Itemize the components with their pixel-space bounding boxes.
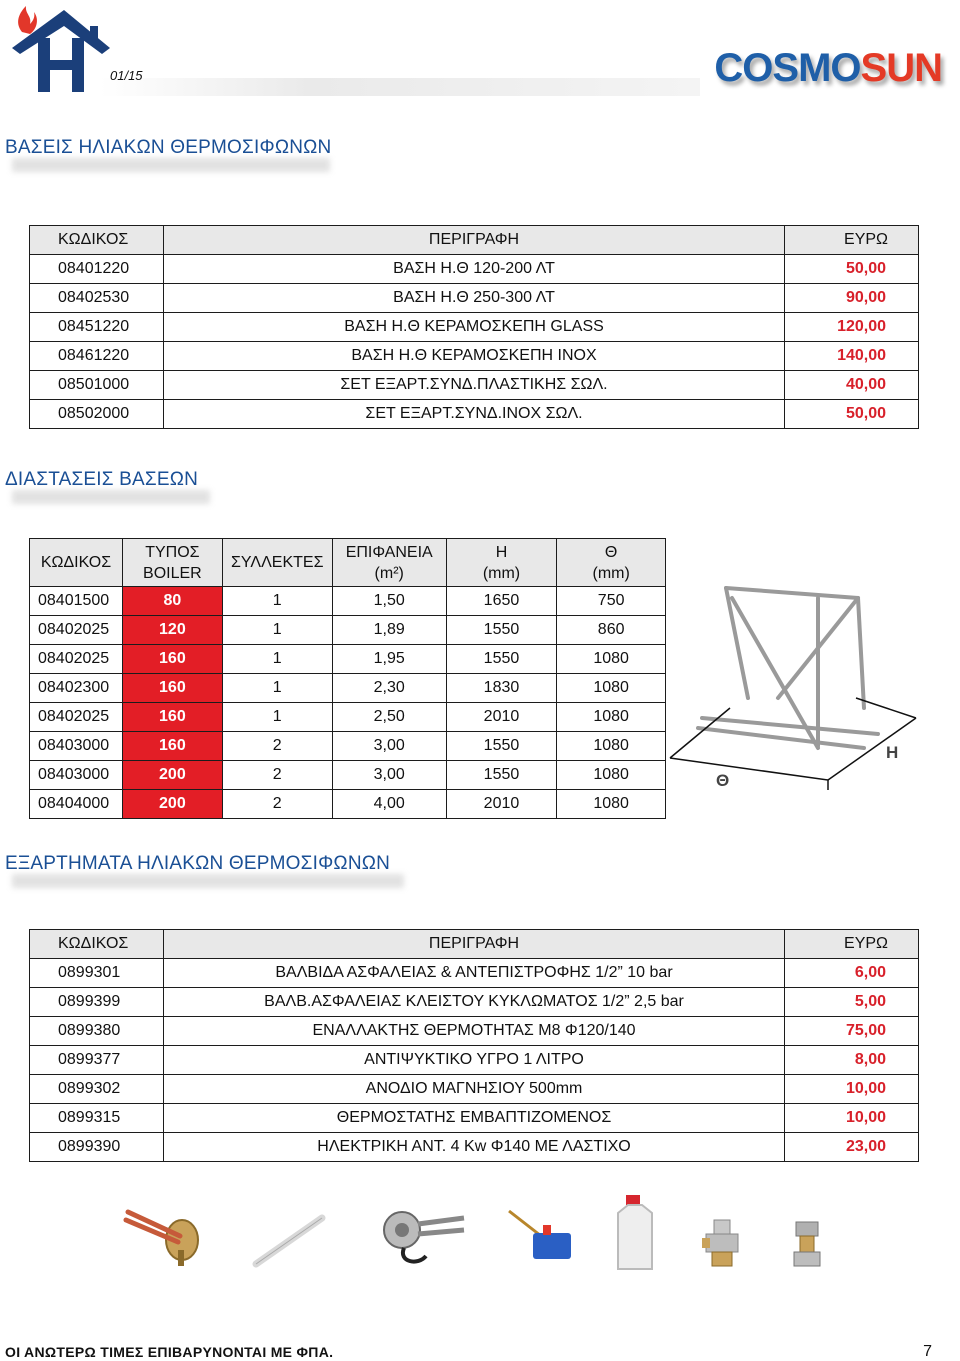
table-row [30,1075,919,1104]
product-price: 6,00 [785,959,919,988]
product-description: ΒΑΛΒΙΔΑ ΑΣΦΑΛΕΙΑΣ & ΑΝΤΕΠΙΣΤΡΟΦΗΣ 1/2” 10 bar [163,959,784,988]
product-code: 0899302 [30,1075,164,1104]
product-code: 0899301 [30,959,164,988]
product-price: 10,00 [785,1104,919,1133]
column-header-area: ΕΠΙΦΑΝΕΙΑ (m²) [332,539,446,587]
page-code: 01/15 [110,68,143,83]
brand-logo: COSMOSUN [714,46,942,90]
column-header-code: ΚΩΔΙΚΟΣ [30,226,164,255]
product-code: 08502000 [30,400,164,429]
surface-area: 1,95 [332,645,446,674]
page-number: 7 [923,1343,932,1360]
section-title-bases: ΒΑΣΕΙΣ ΗΛΙΑΚΩΝ ΘΕΡΜΟΣΙΦΩΝΩΝ [5,137,332,158]
magnesium-anode-image [250,1210,330,1270]
depth-mm: 1080 [557,761,666,790]
base-code: 08403000 [30,761,123,790]
column-header-boiler-type: ΤΥΠΟΣ BOILER [122,539,222,587]
table-row [30,255,919,284]
base-code: 08402300 [30,674,123,703]
product-price: 90,00 [785,284,919,313]
vat-footer-note: ΟΙ ΑΝΩΤΕΡΩ ΤΙΜΕΣ ΕΠΙΒΑΡΥΝΟΝΤΑΙ ΜΕ ΦΠΑ. [5,1344,334,1360]
column-header-price: ΕΥΡΩ [785,930,919,959]
product-description: ΗΛΕΚΤΡΙΚΗ ΑΝΤ. 4 Kw Φ140 ΜΕ ΛΑΣΤΙΧΟ [163,1133,784,1162]
product-description: ΕΝΑΛΛΑΚΤΗΣ ΘΕΡΜΟΤΗΤΑΣ Μ8 Φ120/140 [163,1017,784,1046]
height-mm: 1550 [446,761,557,790]
table-header-row [30,539,666,587]
product-code: 08501000 [30,371,164,400]
column-header-collectors: ΣΥΛΛΕΚΤΕΣ [222,539,332,587]
table-row [30,284,919,313]
closed-circuit-valve-image [790,1220,824,1268]
column-header-code: ΚΩΔΙΚΟΣ [30,539,123,587]
collectors-count: 1 [222,703,332,732]
product-price: 50,00 [785,255,919,284]
surface-area: 1,50 [332,587,446,616]
boiler-type: 200 [122,790,222,819]
table-row [30,1017,919,1046]
product-code: 08461220 [30,342,164,371]
electric-heater-element-image [120,1200,210,1270]
product-price: 50,00 [785,400,919,429]
table-row [30,1133,919,1162]
collectors-count: 2 [222,761,332,790]
base-code: 08402025 [30,616,123,645]
depth-mm: 1080 [557,732,666,761]
product-price: 23,00 [785,1133,919,1162]
boiler-type: 160 [122,703,222,732]
table-row [30,587,666,616]
depth-mm: 860 [557,616,666,645]
product-price: 40,00 [785,371,919,400]
house-logo-icon [8,2,112,94]
boiler-type: 160 [122,645,222,674]
surface-area: 1,89 [332,616,446,645]
product-code: 0899390 [30,1133,164,1162]
table-row [30,371,919,400]
column-header-description: ΠΕΡΙΓΡΑΦΗ [163,226,784,255]
product-code: 0899315 [30,1104,164,1133]
product-code: 0899377 [30,1046,164,1075]
product-description: ΑΝΤΙΨΥΚΤΙΚΟ ΥΓΡΟ 1 ΛΙΤΡΟ [163,1046,784,1075]
table-header-row [30,226,919,255]
depth-mm: 1080 [557,645,666,674]
height-mm: 1550 [446,732,557,761]
table-row [30,1104,919,1133]
product-price: 10,00 [785,1075,919,1104]
product-price: 120,00 [785,313,919,342]
collectors-count: 1 [222,645,332,674]
collectors-count: 1 [222,674,332,703]
theta-label: Θ [716,771,730,790]
boiler-type: 160 [122,732,222,761]
height-mm: 1550 [446,616,557,645]
product-description: ΒΑΛΒ.ΑΣΦΑΛΕΙΑΣ ΚΛΕΙΣΤΟΥ ΚΥΚΛΩΜΑΤΟΣ 1/2” 2,5 bar [163,988,784,1017]
depth-mm: 1080 [557,674,666,703]
product-description: ΣΕΤ ΕΞΑΡΤ.ΣΥΝΔ.INOX ΣΩΛ. [163,400,784,429]
product-description: ΘΕΡΜΟΣΤΑΤΗΣ ΕΜΒΑΠΤΙΖΟΜΕΝΟΣ [163,1104,784,1133]
product-description: ΒΑΣΗ Η.Θ 250-300 ΛΤ [163,284,784,313]
product-code: 08402530 [30,284,164,313]
product-code: 08401220 [30,255,164,284]
column-header-height: Η (mm) [446,539,557,587]
height-mm: 1650 [446,587,557,616]
boiler-type: 80 [122,587,222,616]
table-row [30,959,919,988]
height-mm: 2010 [446,703,557,732]
collectors-count: 2 [222,790,332,819]
product-code: 08451220 [30,313,164,342]
table-row [30,674,666,703]
antifreeze-bottle-image [610,1195,660,1273]
depth-mm: 1080 [557,790,666,819]
table-row [30,342,919,371]
product-price: 140,00 [785,342,919,371]
heat-exchanger-image [378,1200,468,1270]
base-code: 08401500 [30,587,123,616]
bases-price-table [29,225,919,429]
product-price: 8,00 [785,1046,919,1075]
table-row [30,703,666,732]
product-code: 0899380 [30,1017,164,1046]
section-title-shadow [12,158,330,172]
table-row [30,645,666,674]
height-mm: 2010 [446,790,557,819]
base-frame-drawing [668,568,926,798]
header-band [100,78,700,96]
product-code: 0899399 [30,988,164,1017]
immersion-thermostat-image [505,1205,575,1265]
column-header-description: ΠΕΡΙΓΡΑΦΗ [163,930,784,959]
column-header-price: ΕΥΡΩ [785,226,919,255]
accessories-price-table [29,929,919,1162]
table-row [30,732,666,761]
table-row [30,400,919,429]
table-header-row [30,930,919,959]
base-code: 08402025 [30,703,123,732]
product-description: ΒΑΣΗ Η.Θ 120-200 ΛΤ [163,255,784,284]
table-row [30,313,919,342]
table-row [30,616,666,645]
product-price: 75,00 [785,1017,919,1046]
dimensions-table [29,538,666,819]
table-row [30,761,666,790]
depth-mm: 1080 [557,703,666,732]
section-title-dimensions: ΔΙΑΣΤΑΣΕΙΣ ΒΑΣΕΩΝ [5,469,199,490]
depth-mm: 750 [557,587,666,616]
base-code: 08402025 [30,645,123,674]
product-price: 5,00 [785,988,919,1017]
surface-area: 3,00 [332,732,446,761]
surface-area: 2,30 [332,674,446,703]
product-description: ΣΕΤ ΕΞΑΡΤ.ΣΥΝΔ.ΠΛΑΣΤΙΚΗΣ ΣΩΛ. [163,371,784,400]
surface-area: 3,00 [332,761,446,790]
safety-valve-image [700,1218,746,1268]
height-mm: 1550 [446,645,557,674]
product-description: ΒΑΣΗ Η.Θ ΚΕΡΑΜΟΣΚΕΠΗ INOX [163,342,784,371]
boiler-type: 120 [122,616,222,645]
table-row [30,1046,919,1075]
column-header-code: ΚΩΔΙΚΟΣ [30,930,164,959]
boiler-type: 200 [122,761,222,790]
section-title-shadow [12,874,404,888]
surface-area: 2,50 [332,703,446,732]
collectors-count: 2 [222,732,332,761]
product-description: ΑΝΟΔΙΟ ΜΑΓΝΗΣΙΟΥ 500mm [163,1075,784,1104]
base-code: 08404000 [30,790,123,819]
column-header-depth: Θ (mm) [557,539,666,587]
height-mm: 1830 [446,674,557,703]
table-row [30,790,666,819]
base-code: 08403000 [30,732,123,761]
collectors-count: 1 [222,616,332,645]
dimension-line-theta [670,758,828,790]
boiler-type: 160 [122,674,222,703]
product-description: ΒΑΣΗ Η.Θ ΚΕΡΑΜΟΣΚΕΠΗ GLASS [163,313,784,342]
section-title-shadow [12,490,210,504]
surface-area: 4,00 [332,790,446,819]
dimension-line-eta [828,718,916,780]
section-title-accessories: ΕΞΑΡΤΗΜΑΤΑ ΗΛΙΑΚΩΝ ΘΕΡΜΟΣΙΦΩΝΩΝ [5,853,391,874]
collectors-count: 1 [222,587,332,616]
eta-label: Η [886,743,899,762]
table-row [30,988,919,1017]
